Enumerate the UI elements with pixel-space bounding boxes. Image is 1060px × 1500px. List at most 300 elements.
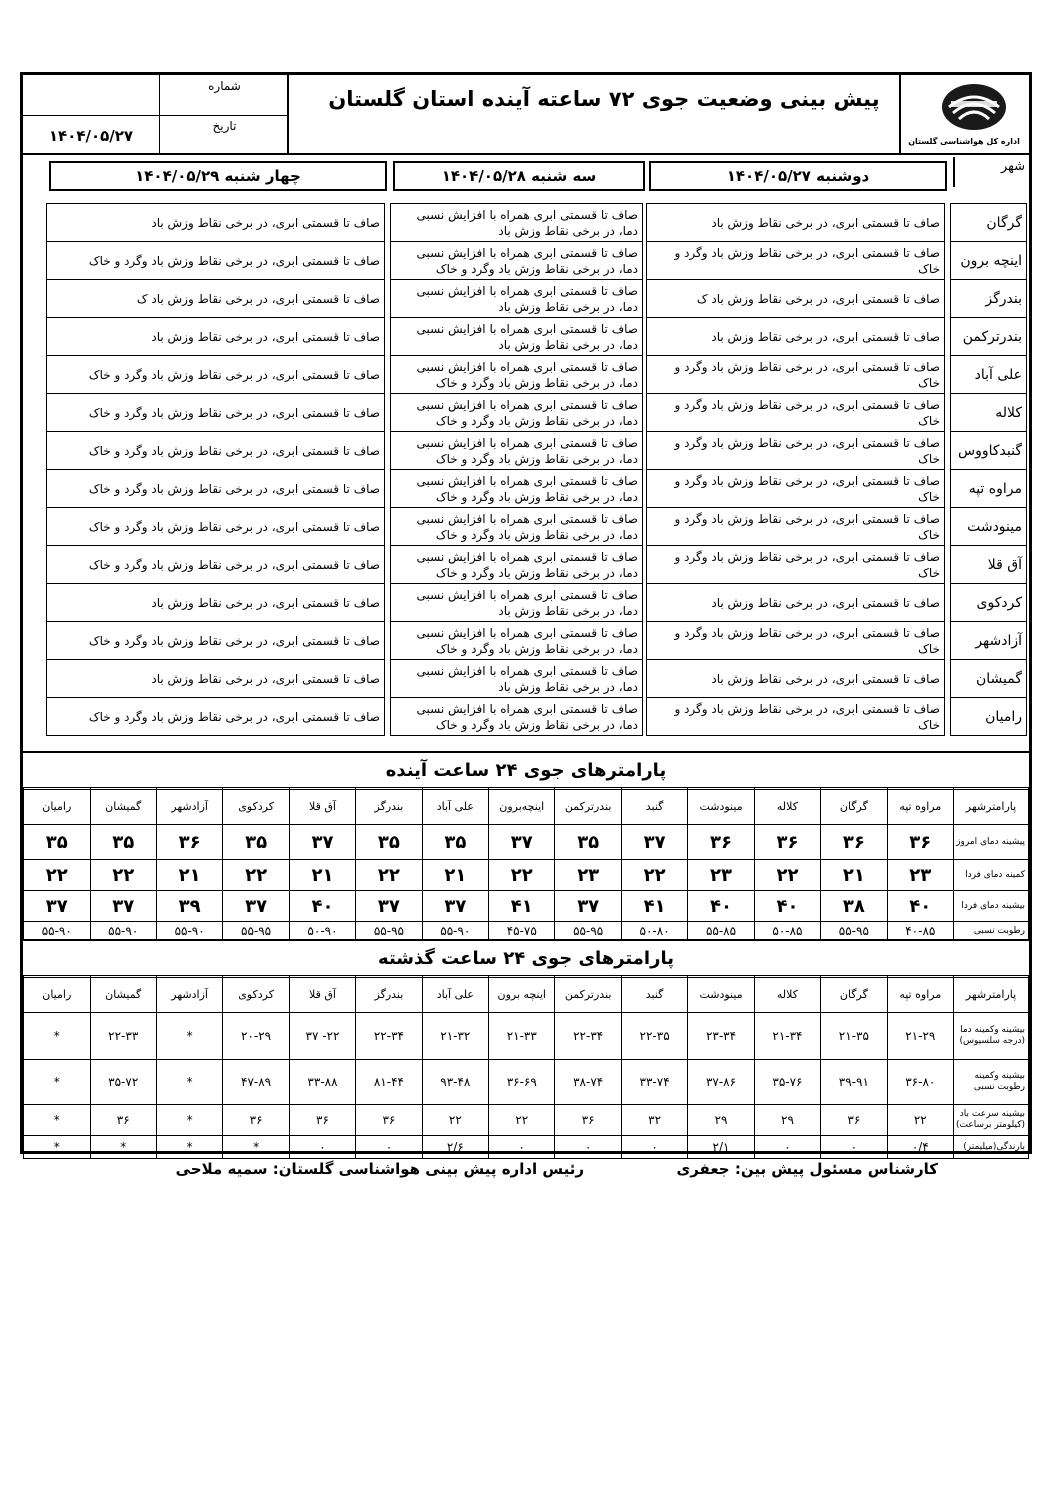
footer	[0, 1160, 1060, 1190]
param-value-cell: ۵۰-۹۰	[289, 922, 355, 941]
param-value-cell: ۴۰-۸۵	[887, 922, 953, 941]
param-value-cell: ۴۷-۸۹	[223, 1060, 289, 1105]
forecast-gap	[945, 318, 951, 356]
forecast-gap	[945, 204, 951, 242]
forecast-gap	[643, 698, 647, 736]
forecast-gap	[385, 470, 391, 508]
param-value-cell: ۲۲	[489, 1105, 555, 1136]
param-value-cell: ۴۰	[887, 891, 953, 922]
forecast-gap	[27, 584, 47, 622]
param-value-cell: ۲۲-۳۳	[90, 1013, 156, 1060]
forecast-day2-cell: صاف تا قسمتی ابری همراه با افزایش نسبی دما، در برخی نقاط وزش باد وگرد و خاک	[391, 698, 643, 736]
forecast-gap	[27, 432, 47, 470]
forecast-day1-cell: صاف تا قسمتی ابری، در برخی نقاط وزش باد	[647, 204, 945, 242]
param-value-cell: ۳۵	[90, 825, 156, 860]
forecast-gap	[27, 318, 47, 356]
param-city-header: رامیان	[24, 788, 91, 825]
param-value-cell: ۳۶	[821, 825, 887, 860]
forecast-gap	[945, 394, 951, 432]
report-frame	[20, 72, 1032, 1154]
param-value-cell: ۳۷	[422, 891, 488, 922]
forecast-gap	[945, 470, 951, 508]
forecast-day3-cell: صاف تا قسمتی ابری، در برخی نقاط وزش باد وگرد و خاک	[47, 698, 385, 736]
param-row-label: بیشینه سرعت باد (کیلومتر برساعت)	[954, 1105, 1029, 1136]
param-value-cell: ۲۱	[821, 860, 887, 891]
param-value-cell: ۳۵	[24, 825, 91, 860]
param-value-cell: ۲۰-۲۹	[223, 1013, 289, 1060]
param-value-cell: ۸۱-۴۴	[356, 1060, 422, 1105]
param-value-cell: ۳۷	[90, 891, 156, 922]
param-value-cell: ۳۳-۷۴	[621, 1060, 687, 1105]
param-city-header: گنبد	[621, 976, 687, 1013]
param-value-cell: ۲۲	[754, 860, 820, 891]
param-value-cell: ۲۱	[422, 860, 488, 891]
forecast-day1-cell: صاف تا قسمتی ابری، در برخی نقاط وزش باد وگرد و خاک	[647, 470, 945, 508]
number-value	[23, 75, 159, 115]
param-value-cell: ۲۲-۳۵	[621, 1013, 687, 1060]
param-value-cell: ۳۷	[24, 891, 91, 922]
param-value-cell: ۵۰-۸۰	[621, 922, 687, 941]
param-value-cell: ۳۷	[621, 825, 687, 860]
forecast-gap	[27, 546, 47, 584]
param-row-label: بیشینه دمای فردا	[954, 891, 1029, 922]
forecast-gap	[945, 546, 951, 584]
param-city-header: بندرترکمن	[555, 788, 621, 825]
forecast-gap	[643, 280, 647, 318]
forecast-gap	[27, 280, 47, 318]
param-city-header: بندرترکمن	[555, 976, 621, 1013]
forecast-row	[27, 622, 1027, 660]
param-value-cell: ۳۶	[156, 825, 222, 860]
report-header	[23, 75, 1029, 155]
forecast-gap	[643, 394, 647, 432]
param-value-cell: ۳۶	[754, 825, 820, 860]
param-value-cell: ۳۷	[555, 891, 621, 922]
param-value-cell: ۳۹	[156, 891, 222, 922]
forecast-gap	[643, 508, 647, 546]
forecast-row	[27, 470, 1027, 508]
param-value-cell: ۲۲	[489, 860, 555, 891]
param-row-label: بیشینه وکمینه رطوبت نسبی	[954, 1060, 1029, 1105]
param-value-cell: ۵۵-۹۰	[422, 922, 488, 941]
param-city-header: آزادشهر	[156, 788, 222, 825]
param-value-cell: *	[223, 1136, 289, 1159]
param-value-cell: *	[156, 1105, 222, 1136]
param-row	[24, 891, 1029, 922]
forecast-row	[27, 546, 1027, 584]
param-row	[24, 1060, 1029, 1105]
forecast-gap	[945, 584, 951, 622]
param-row-label: بیشینه وکمینه دما (درجه سلسیوس)	[954, 1013, 1029, 1060]
param-city-header: گنبد	[621, 788, 687, 825]
param-value-cell: ۰	[289, 1136, 355, 1159]
forecast-day2-cell: صاف تا قسمتی ابری همراه با افزایش نسبی دما، در برخی نقاط وزش باد وگرد و خاک	[391, 622, 643, 660]
param-value-cell: ۲۱-۳۲	[422, 1013, 488, 1060]
param-value-cell: ۵۵-۹۵	[821, 922, 887, 941]
param-value-cell: ۲۹	[688, 1105, 754, 1136]
forecast-day2-cell: صاف تا قسمتی ابری همراه با افزایش نسبی دما، در برخی نقاط وزش باد وگرد و خاک	[391, 546, 643, 584]
forecast-day2-cell: صاف تا قسمتی ابری همراه با افزایش نسبی دما، در برخی نقاط وزش باد	[391, 318, 643, 356]
forecast-day2-cell: صاف تا قسمتی ابری همراه با افزایش نسبی دما، در برخی نقاط وزش باد	[391, 280, 643, 318]
param-city-header: علی آباد	[422, 788, 488, 825]
param-value-cell: ۲۲	[24, 860, 91, 891]
forecast-day2-cell: صاف تا قسمتی ابری همراه با افزایش نسبی دما، در برخی نقاط وزش باد وگرد و خاک	[391, 470, 643, 508]
forecast-gap	[643, 242, 647, 280]
forecast-day2-cell: صاف تا قسمتی ابری همراه با افزایش نسبی دما، در برخی نقاط وزش باد	[391, 660, 643, 698]
number-label: شماره	[159, 75, 289, 115]
param-value-cell: ۲۱	[289, 860, 355, 891]
param-city-header: رامیان	[24, 976, 91, 1013]
param-value-cell: *	[156, 1013, 222, 1060]
param-value-cell: *	[24, 1060, 91, 1105]
forecast-city: کردکوی	[951, 584, 1027, 622]
forecast-day2-cell: صاف تا قسمتی ابری همراه با افزایش نسبی دما، در برخی نقاط وزش باد وگرد و خاک	[391, 508, 643, 546]
forecast-city: رامیان	[951, 698, 1027, 736]
param-value-cell: ۴۰	[289, 891, 355, 922]
past24-header-row	[24, 976, 1029, 1013]
param-value-cell: ۳۶	[289, 1105, 355, 1136]
param-value-cell: ۳۵-۷۶	[754, 1060, 820, 1105]
param-city-header: اینچه‌برون	[489, 788, 555, 825]
param-value-cell: ۳۲	[621, 1105, 687, 1136]
forecast-gap	[945, 698, 951, 736]
forecast-day1-cell: صاف تا قسمتی ابری، در برخی نقاط وزش باد وگرد و خاک	[647, 394, 945, 432]
param-value-cell: ۲۱	[156, 860, 222, 891]
forecast-row	[27, 242, 1027, 280]
forecast-gap	[385, 508, 391, 546]
param-value-cell: ۲/۱	[688, 1136, 754, 1159]
forecast-day1-cell: صاف تا قسمتی ابری، در برخی نقاط وزش باد وگرد و خاک	[647, 242, 945, 280]
forecast-row	[27, 280, 1027, 318]
forecast-row	[27, 204, 1027, 242]
forecast-day3-cell: صاف تا قسمتی ابری، در برخی نقاط وزش باد وگرد و خاک	[47, 356, 385, 394]
forecast-gap	[643, 204, 647, 242]
forecast-gap	[27, 204, 47, 242]
param-value-cell: ۲۳	[555, 860, 621, 891]
param-value-cell: ۲/۶	[422, 1136, 488, 1159]
forecast-day3-cell: صاف تا قسمتی ابری، در برخی نقاط وزش باد وگرد و خاک	[47, 432, 385, 470]
param-value-cell: ۳۷-۸۶	[688, 1060, 754, 1105]
param-value-cell: ۳۵	[223, 825, 289, 860]
forecast-gap	[385, 622, 391, 660]
param-city-header: گرگان	[821, 788, 887, 825]
param-value-cell: ۵۵-۹۰	[90, 922, 156, 941]
param-value-cell: ۳۳-۸۸	[289, 1060, 355, 1105]
param-row	[24, 860, 1029, 891]
param-row	[24, 1013, 1029, 1060]
param-city-header: مینودشت	[688, 788, 754, 825]
meta-box	[23, 75, 289, 155]
forecast-gap	[643, 660, 647, 698]
forecast-row	[27, 394, 1027, 432]
forecast-table	[26, 203, 1027, 736]
forecast-row	[27, 356, 1027, 394]
param-value-cell: *	[24, 1105, 91, 1136]
next24-header-row	[24, 788, 1029, 825]
forecast-gap	[27, 660, 47, 698]
param-value-cell: ۵۵-۹۰	[156, 922, 222, 941]
forecast-gap	[385, 394, 391, 432]
forecast-day1-cell: صاف تا قسمتی ابری، در برخی نقاط وزش باد وگرد و خاک	[647, 508, 945, 546]
forecast-gap	[27, 698, 47, 736]
param-value-cell: ۴۰	[754, 891, 820, 922]
forecast-day3-cell: صاف تا قسمتی ابری، در برخی نقاط وزش باد ک	[47, 280, 385, 318]
param-value-cell: ۳۵	[555, 825, 621, 860]
param-value-cell: ۵۵-۹۰	[24, 922, 91, 941]
param-value-cell: ۳۶	[555, 1105, 621, 1136]
forecast-day3-cell: صاف تا قسمتی ابری، در برخی نقاط وزش باد وگرد و خاک	[47, 470, 385, 508]
param-city-header: کلاله	[754, 976, 820, 1013]
param-value-cell: ۲۱-۳۵	[821, 1013, 887, 1060]
param-value-cell: ۵۰-۸۵	[754, 922, 820, 941]
param-value-cell: ۲۲	[887, 1105, 953, 1136]
forecast-gap	[385, 546, 391, 584]
forecast-row	[27, 698, 1027, 736]
meteorology-logo-icon	[939, 81, 1009, 133]
forecast-day2-cell: صاف تا قسمتی ابری همراه با افزایش نسبی دما، در برخی نقاط وزش باد وگرد و خاک	[391, 432, 643, 470]
param-city-header: کردکوی	[223, 788, 289, 825]
forecast-day2-cell: صاف تا قسمتی ابری همراه با افزایش نسبی دما، در برخی نقاط وزش باد وگرد و خاک	[391, 356, 643, 394]
forecast-city: گنبدکاووس	[951, 432, 1027, 470]
param-city-header: گمیشان	[90, 976, 156, 1013]
param-value-cell: ۳۷	[489, 825, 555, 860]
param-row-label: پیشینه دمای امروز	[954, 825, 1029, 860]
forecast-gap	[27, 242, 47, 280]
param-value-cell: ۰	[555, 1136, 621, 1159]
param-value-cell: ۳۶	[887, 825, 953, 860]
param-value-cell: ۴۵-۷۵	[489, 922, 555, 941]
forecast-row	[27, 584, 1027, 622]
param-value-cell: *	[24, 1136, 91, 1159]
forecast-gap	[945, 432, 951, 470]
param-value-cell: ۳۷	[223, 891, 289, 922]
forecast-gap	[385, 280, 391, 318]
forecast-day1-cell: صاف تا قسمتی ابری، در برخی نقاط وزش باد ک	[647, 280, 945, 318]
param-value-cell: ۰	[489, 1136, 555, 1159]
forecast-day3-cell: صاف تا قسمتی ابری، در برخی نقاط وزش باد وگرد و خاک	[47, 508, 385, 546]
forecast-city: آق قلا	[951, 546, 1027, 584]
forecast-gap	[945, 508, 951, 546]
param-value-cell: ۰	[621, 1136, 687, 1159]
param-value-cell: ۲۲	[356, 860, 422, 891]
param-city-header: بندرگز	[356, 788, 422, 825]
param-value-cell: ۳۶	[90, 1105, 156, 1136]
param-value-cell: ۹۳-۴۸	[422, 1060, 488, 1105]
forecast-day3-cell: صاف تا قسمتی ابری، در برخی نقاط وزش باد وگرد و خاک	[47, 622, 385, 660]
param-value-cell: ۲۳-۳۴	[688, 1013, 754, 1060]
param-value-cell: ۵۵-۸۵	[688, 922, 754, 941]
param-value-cell: ۳۶	[688, 825, 754, 860]
forecast-day3-cell: صاف تا قسمتی ابری، در برخی نقاط وزش باد	[47, 318, 385, 356]
forecast-gap	[27, 622, 47, 660]
forecast-gap	[385, 432, 391, 470]
past24-title: پارامترهای جوی ۲۴ ساعت گذشته	[23, 939, 1029, 978]
param-city-header: آزادشهر	[156, 976, 222, 1013]
forecast-day3-cell: صاف تا قسمتی ابری، در برخی نقاط وزش باد وگرد و خاک	[47, 394, 385, 432]
param-row	[24, 825, 1029, 860]
param-value-cell: ۳۵	[422, 825, 488, 860]
past24-table	[23, 975, 1029, 1159]
param-value-cell: ۳۶	[223, 1105, 289, 1136]
forecast-city: بندرترکمن	[951, 318, 1027, 356]
forecast-day1-cell: صاف تا قسمتی ابری، در برخی نقاط وزش باد	[647, 584, 945, 622]
param-corner-cell: پارامترشهر	[954, 788, 1029, 825]
param-value-cell: ۳۶-۸۰	[887, 1060, 953, 1105]
date-value: ۱۴۰۴/۰۵/۲۷	[48, 127, 134, 145]
param-value-cell: ۲۲	[621, 860, 687, 891]
param-value-cell: *	[24, 1013, 91, 1060]
param-value-cell: ۰	[356, 1136, 422, 1159]
param-value-cell: ۲۱-۳۳	[489, 1013, 555, 1060]
param-value-cell: ۲۲- ۳۷	[289, 1013, 355, 1060]
forecast-gap	[945, 280, 951, 318]
forecast-gap	[27, 470, 47, 508]
date-row	[23, 115, 289, 155]
param-value-cell: ۲۲	[422, 1105, 488, 1136]
param-value-cell: ۳۵-۷۲	[90, 1060, 156, 1105]
forecast-day2-cell: صاف تا قسمتی ابری همراه با افزایش نسبی دما، در برخی نقاط وزش باد	[391, 204, 643, 242]
forecast-row	[27, 318, 1027, 356]
param-value-cell: ۴۱	[621, 891, 687, 922]
forecast-gap	[945, 622, 951, 660]
forecast-day3-cell: صاف تا قسمتی ابری، در برخی نقاط وزش باد	[47, 204, 385, 242]
forecast-gap	[385, 660, 391, 698]
param-value-cell: ۲۲-۳۴	[555, 1013, 621, 1060]
param-row-label: بارندگی(میلیمتر)	[954, 1136, 1029, 1159]
number-row	[23, 75, 289, 116]
param-city-header: بندرگز	[356, 976, 422, 1013]
param-value-cell: ۰/۴	[887, 1136, 953, 1159]
param-city-header: مینودشت	[688, 976, 754, 1013]
forecast-gap	[945, 242, 951, 280]
forecast-day2-cell: صاف تا قسمتی ابری همراه با افزایش نسبی دما، در برخی نقاط وزش باد	[391, 584, 643, 622]
param-city-header: کلاله	[754, 788, 820, 825]
forecast-gap	[643, 356, 647, 394]
forecast-city: گمیشان	[951, 660, 1027, 698]
param-row-label: کمینه دمای فردا	[954, 860, 1029, 891]
forecast-gap	[643, 318, 647, 356]
forecast-header-row	[23, 157, 1029, 197]
forecast-day1-cell: صاف تا قسمتی ابری، در برخی نقاط وزش باد وگرد و خاک	[647, 432, 945, 470]
forecast-city: مراوه تپه	[951, 470, 1027, 508]
expert-signature: کارشناس مسئول پیش بین: جعفری	[676, 1160, 938, 1178]
forecast-day1-cell: صاف تا قسمتی ابری، در برخی نقاط وزش باد وگرد و خاک	[647, 698, 945, 736]
param-value-cell: ۳۶	[821, 1105, 887, 1136]
forecast-day3-cell: صاف تا قسمتی ابری، در برخی نقاط وزش باد وگرد و خاک	[47, 242, 385, 280]
param-city-header: آق قلا	[289, 976, 355, 1013]
forecast-city: اینچه برون	[951, 242, 1027, 280]
param-value-cell: *	[90, 1136, 156, 1159]
param-value-cell: ۲۲	[223, 860, 289, 891]
forecast-day1-cell: صاف تا قسمتی ابری، در برخی نقاط وزش باد وگرد و خاک	[647, 622, 945, 660]
forecast-gap	[385, 242, 391, 280]
param-value-cell: ۲۲	[90, 860, 156, 891]
forecast-gap	[27, 508, 47, 546]
param-row-label: رطوبت نسبی	[954, 922, 1029, 941]
day-header-3: چهار شنبه ۱۴۰۴/۰۵/۲۹	[49, 161, 387, 191]
param-value-cell: ۳۶	[356, 1105, 422, 1136]
city-column-header: شهر	[953, 157, 1029, 187]
forecast-day1-cell: صاف تا قسمتی ابری، در برخی نقاط وزش باد وگرد و خاک	[647, 546, 945, 584]
forecast-gap	[945, 660, 951, 698]
day-header-2: سه شنبه ۱۴۰۴/۰۵/۲۸	[393, 161, 645, 191]
param-city-header: گرگان	[821, 976, 887, 1013]
param-city-header: کردکوی	[223, 976, 289, 1013]
param-value-cell: *	[156, 1060, 222, 1105]
forecast-gap	[27, 356, 47, 394]
param-value-cell: ۵۵-۹۵	[223, 922, 289, 941]
forecast-city: بندرگز	[951, 280, 1027, 318]
param-value-cell: ۳۷	[356, 891, 422, 922]
param-value-cell: ۲۳	[887, 860, 953, 891]
param-value-cell: ۵۵-۹۵	[356, 922, 422, 941]
forecast-gap	[643, 584, 647, 622]
forecast-city: آزادشهر	[951, 622, 1027, 660]
param-value-cell: ۰	[754, 1136, 820, 1159]
param-value-cell: ۲۱-۲۹	[887, 1013, 953, 1060]
forecast-day1-cell: صاف تا قسمتی ابری، در برخی نقاط وزش باد وگرد و خاک	[647, 356, 945, 394]
forecast-gap	[643, 470, 647, 508]
forecast-city: علی آباد	[951, 356, 1027, 394]
forecast-day3-cell: صاف تا قسمتی ابری، در برخی نقاط وزش باد	[47, 584, 385, 622]
param-value-cell: ۳۸	[821, 891, 887, 922]
forecast-day2-cell: صاف تا قسمتی ابری همراه با افزایش نسبی دما، در برخی نقاط وزش باد وگرد و خاک	[391, 394, 643, 432]
forecast-day1-cell: صاف تا قسمتی ابری، در برخی نقاط وزش باد	[647, 660, 945, 698]
forecast-day1-cell: صاف تا قسمتی ابری، در برخی نقاط وزش باد	[647, 318, 945, 356]
param-value-cell: ۳۷	[289, 825, 355, 860]
param-value-cell: ۲۳	[688, 860, 754, 891]
next24-title: پارامترهای جوی ۲۴ ساعت آینده	[23, 751, 1029, 790]
forecast-gap	[643, 546, 647, 584]
forecast-row	[27, 508, 1027, 546]
param-value-cell: ۵۵-۹۵	[555, 922, 621, 941]
forecast-gap	[27, 394, 47, 432]
forecast-gap	[385, 698, 391, 736]
forecast-row	[27, 432, 1027, 470]
forecast-gap	[385, 204, 391, 242]
forecast-gap	[385, 356, 391, 394]
param-value-cell: ۴۰	[688, 891, 754, 922]
param-value-cell: ۲۲-۳۴	[356, 1013, 422, 1060]
param-value-cell: ۲۹	[754, 1105, 820, 1136]
param-city-header: آق قلا	[289, 788, 355, 825]
forecast-row	[27, 660, 1027, 698]
chief-signature: رئیس اداره پیش بینی هواشناسی گلستان: سمیه ملاحی	[175, 1160, 584, 1178]
param-value-cell: ۰	[821, 1136, 887, 1159]
param-corner-cell: پارامترشهر	[954, 976, 1029, 1013]
forecast-gap	[643, 432, 647, 470]
forecast-day2-cell: صاف تا قسمتی ابری همراه با افزایش نسبی دما، در برخی نقاط وزش باد وگرد و خاک	[391, 242, 643, 280]
param-value-cell: *	[156, 1136, 222, 1159]
param-city-header: اینچه برون	[489, 976, 555, 1013]
forecast-gap	[945, 356, 951, 394]
forecast-gap	[385, 584, 391, 622]
param-value-cell: ۴۱	[489, 891, 555, 922]
param-value-cell: ۲۱-۳۴	[754, 1013, 820, 1060]
page-title: پیش بینی وضعیت جوی ۷۲ ساعته آینده استان گلستان	[328, 87, 880, 111]
logo-area	[899, 75, 1029, 155]
date-label: تاریخ	[159, 115, 289, 155]
logo-caption: اداره کل هواشناسی گلستان	[908, 137, 1020, 146]
param-value-cell: ۳۸-۷۴	[555, 1060, 621, 1105]
param-city-header: مراوه تپه	[887, 976, 953, 1013]
param-row	[24, 922, 1029, 941]
forecast-gap	[385, 318, 391, 356]
param-value-cell: ۳۹-۹۱	[821, 1060, 887, 1105]
param-value-cell: ۳۶-۶۹	[489, 1060, 555, 1105]
forecast-gap	[643, 622, 647, 660]
day-header-1: دوشنبه ۱۴۰۴/۰۵/۲۷	[649, 161, 947, 191]
